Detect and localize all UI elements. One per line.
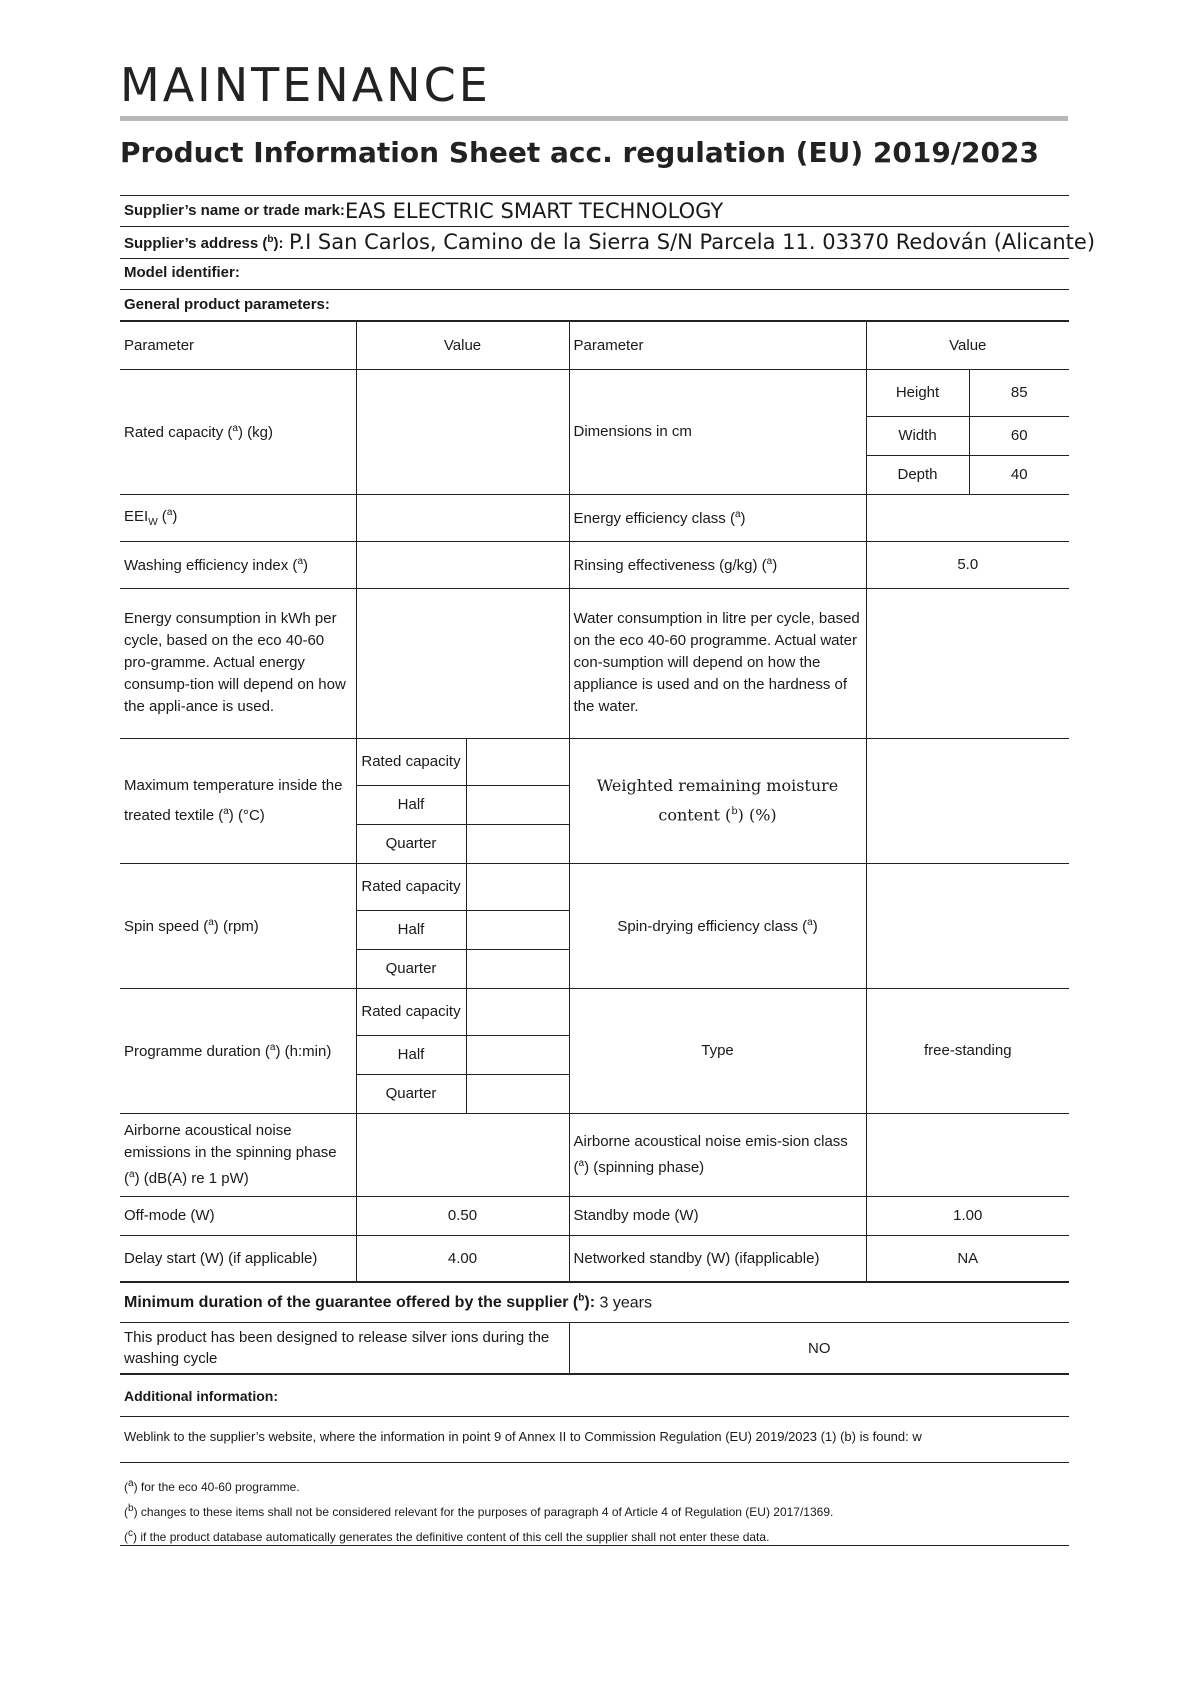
divider (120, 258, 1069, 259)
max-temp-rated-label: Rated capacity (356, 738, 466, 785)
title-divider (120, 116, 1068, 121)
height-label: Height (866, 369, 969, 416)
parameters-table (120, 320, 1069, 1283)
header-value-left: Value (356, 321, 569, 369)
programme-duration-label: Programme duration ($^a$) (h:min) (120, 988, 356, 1113)
page-subtitle: Product Information Sheet acc. regulation (EU) 2019/2023 (120, 136, 1039, 169)
divider (120, 226, 1069, 227)
spin-rated-value (466, 863, 569, 910)
spin-quarter-label: Quarter (356, 949, 466, 988)
model-identifier-label: Model identifier: (124, 264, 240, 281)
table-header-row (120, 321, 1069, 369)
height-value: 85 (969, 369, 1069, 416)
divider (120, 289, 1069, 290)
depth-label: Depth (866, 455, 969, 494)
delay-start-label: Delay start (W) (if applicable) (120, 1235, 356, 1282)
noise-label: Airborne acoustical noise emissions in the spinning phase ($^a$) (dB(A) re 1 pW) (120, 1113, 356, 1196)
general-parameters-label: General product parameters: (124, 296, 330, 313)
duration-half-value (466, 1035, 569, 1074)
off-mode-label: Off-mode (W) (120, 1196, 356, 1235)
type-label: Type (569, 988, 866, 1113)
spin-speed-label: Spin speed ($^a$) (rpm) (120, 863, 356, 988)
off-mode-value: 0.50 (356, 1196, 569, 1235)
supplier-name-label: Supplier’s name or trade mark: (124, 202, 345, 219)
spin-rated-label: Rated capacity (356, 863, 466, 910)
standby-value: 1.00 (866, 1196, 1069, 1235)
rinsing-label: Rinsing effectiveness (g/kg) ($^a$) (569, 541, 866, 588)
networked-standby-label: Networked standby (W) (ifapplicable) (569, 1235, 866, 1282)
moisture-content-label: Weighted remaining moisture content ($^b$) (%) (569, 738, 866, 863)
eeiw-label: $EEI_W$ ($^a$) (120, 494, 356, 541)
rated-capacity-label: Rated capacity ($^a$) (kg) (120, 369, 356, 494)
depth-value: 40 (969, 455, 1069, 494)
max-temperature-label: Maximum temperature inside the treated textile ($^a$) (°C) (120, 738, 356, 863)
standby-label: Standby mode (W) (569, 1196, 866, 1235)
delay-start-value: 4.00 (356, 1235, 569, 1282)
silver-ions-value: NO (569, 1323, 1069, 1375)
water-consumption-label: Water consumption in litre per cycle, based on the eco 40-60 programme. Actual water con-sumption will depend on how the appliance is used and on the hardness of the water. (569, 588, 866, 738)
footnotes (124, 1473, 833, 1548)
supplier-address-value: P.I San Carlos, Camino de la Sierra S/N Parcela 11. 03370 Redován (Alicante) (289, 230, 1096, 254)
energy-consumption-value (356, 588, 569, 738)
divider (120, 1416, 1069, 1417)
divider (120, 1545, 1069, 1546)
weblink-text: Weblink to the supplier’s website, where the information in point 9 of Annex II to Commission Regulation (EU) 2019/2023 (1) (b) is found: w (124, 1429, 922, 1444)
header-value-right: Value (866, 321, 1069, 369)
moisture-content-value (866, 738, 1069, 863)
width-label: Width (866, 416, 969, 455)
additional-info-label: Additional information: (124, 1388, 278, 1404)
washing-index-value (356, 541, 569, 588)
header-parameter-left: Parameter (120, 321, 356, 369)
energy-class-label: Energy efficiency class ($^a$) (569, 494, 866, 541)
networked-standby-value: NA (866, 1235, 1069, 1282)
supplier-name-value: EAS ELECTRIC SMART TECHNOLOGY (345, 199, 724, 223)
duration-quarter-label: Quarter (356, 1074, 466, 1113)
silver-ions-table (120, 1322, 1069, 1375)
max-temp-quarter-label: Quarter (356, 824, 466, 863)
energy-consumption-label: Energy consumption in kWh per cycle, based on the eco 40-60 pro-gramme. Actual energy consump-tion will depend on how the appli-ance is used. (120, 588, 356, 738)
divider (120, 1462, 1069, 1463)
supplier-address-label: Supplier’s address ($^b$): (124, 234, 284, 252)
footnote-b: ($^b$) changes to these items shall not be considered relevant for the purposes of paragraph 4 of Article 4 of Regulation (EU) 2017/1369. (124, 1503, 834, 1519)
max-temp-quarter-value (466, 824, 569, 863)
silver-ions-label: This product has been designed to release silver ions during the washing cycle (120, 1323, 569, 1375)
duration-rated-value (466, 988, 569, 1035)
energy-class-value (866, 494, 1069, 541)
header-parameter-right: Parameter (569, 321, 866, 369)
spin-class-value (866, 863, 1069, 988)
divider (120, 195, 1069, 196)
footnote-c: ($^c$) if the product database automatically generates the definitive content of this cell the supplier shall not enter these data. (124, 1528, 770, 1544)
max-temp-half-value (466, 785, 569, 824)
spin-half-label: Half (356, 910, 466, 949)
duration-half-label: Half (356, 1035, 466, 1074)
spin-class-label: Spin-drying efficiency class ($^a$) (569, 863, 866, 988)
width-value: 60 (969, 416, 1069, 455)
footnote-a: ($^a$) for the eco 40-60 programme. (124, 1478, 300, 1494)
guarantee-line: Minimum duration of the guarantee offered by the supplier ($^b$): 3 years (124, 1293, 652, 1312)
noise-value (356, 1113, 569, 1196)
guarantee-value: 3 years (599, 1294, 652, 1312)
eeiw-value (356, 494, 569, 541)
noise-class-label: Airborne acoustical noise emis-sion class ($^a$) (spinning phase) (569, 1113, 866, 1196)
spin-half-value (466, 910, 569, 949)
type-value: free-standing (866, 988, 1069, 1113)
spin-quarter-value (466, 949, 569, 988)
water-consumption-value (866, 588, 1069, 738)
rated-capacity-value (356, 369, 569, 494)
washing-index-label: Washing efficiency index ($^a$) (120, 541, 356, 588)
max-temp-rated-value (466, 738, 569, 785)
noise-class-value (866, 1113, 1069, 1196)
max-temp-half-label: Half (356, 785, 466, 824)
page-title: MAINTENANCE (120, 58, 491, 112)
duration-rated-label: Rated capacity (356, 988, 466, 1035)
dimensions-label: Dimensions in cm (569, 369, 866, 494)
duration-quarter-value (466, 1074, 569, 1113)
rinsing-value: 5.0 (866, 541, 1069, 588)
